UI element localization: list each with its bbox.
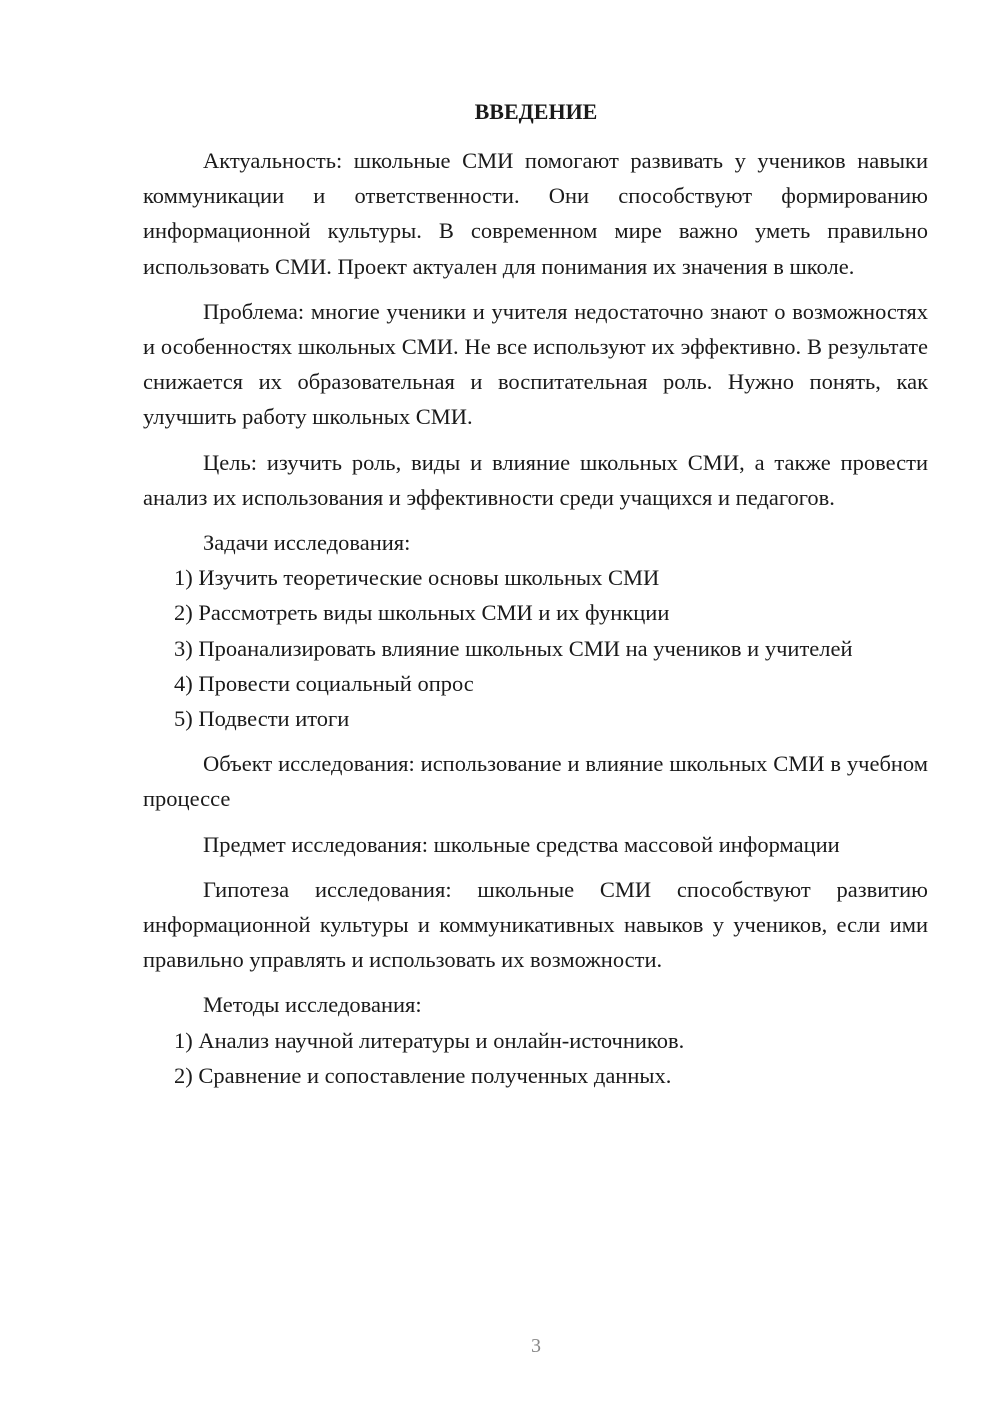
task-item: 3) Проанализировать влияние школьных СМИ на учеников и учителей <box>174 635 853 661</box>
problem-paragraph: Проблема: многие ученики и учителя недостаточно знают о возможностях и особенностях школьных СМИ. Не все используют их эффективно. В результате снижается их образовательная и воспитательная роль. Нужно понять, как улучшить работу школьных СМИ. <box>143 298 928 430</box>
methods-heading: Методы исследования: <box>203 992 422 1018</box>
document-body <box>143 143 928 1093</box>
page-number: 3 <box>531 1335 541 1357</box>
goal-paragraph: Цель: изучить роль, виды и влияние школьных СМИ, а также провести анализ их использования и эффективности среди учащихся и педагогов. <box>143 449 928 510</box>
task-item: 4) Провести социальный опрос <box>174 670 474 696</box>
task-item: 5) Подвести итоги <box>174 706 350 732</box>
method-item: 1) Анализ научной литературы и онлайн-источников. <box>174 1027 685 1053</box>
subject-paragraph: Предмет исследования: школьные средства массовой информации <box>203 831 840 857</box>
relevance-paragraph: Актуальность: школьные СМИ помогают развивать у учеников навыки коммуникации и ответственности. Они способствуют формированию информационной культуры. В современном мире важно уметь правильно использовать СМИ. Проект актуален для понимания их значения в школе. <box>143 148 928 279</box>
object-paragraph: Объект исследования: использование и влияние школьных СМИ в учебном процессе <box>143 751 928 812</box>
hypothesis-paragraph: Гипотеза исследования: школьные СМИ способствуют развитию информационной культуры и коммуникативных навыков у учеников, если ими правильно управлять и использовать их возможности. <box>143 876 928 973</box>
tasks-heading: Задачи исследования: <box>203 530 411 556</box>
method-item: 2) Сравнение и сопоставление полученных данных. <box>174 1062 672 1088</box>
page-title: ВВЕДЕНИЕ <box>474 99 598 124</box>
task-item: 2) Рассмотреть виды школьных СМИ и их функции <box>174 600 670 626</box>
task-item: 1) Изучить теоретические основы школьных СМИ <box>174 565 660 591</box>
